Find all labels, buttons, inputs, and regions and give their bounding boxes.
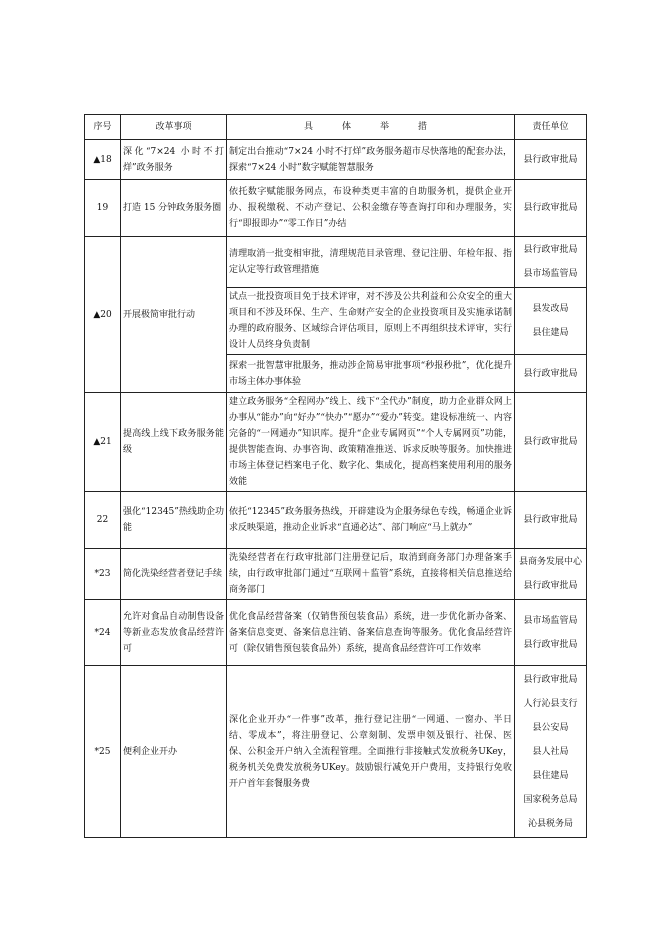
unit-name: 国家税务总局 <box>523 794 578 805</box>
unit-name: 县住建局 <box>532 770 569 781</box>
row-measure: 优化食品经营备案（仅销售预包装食品）系统，进一步优化新办备案、备案信息变更、备案信息注销、备案信息查询等服务。优化食品经营许可（除仅销售预包装食品外）系统，提高食品经营许可工作效率 <box>227 600 515 666</box>
unit-name: 县发改局 <box>532 304 569 314</box>
row-unit <box>515 666 587 838</box>
header-item: 改革事项 <box>121 115 227 140</box>
row-unit <box>515 180 587 237</box>
unit-name: 县住建局 <box>532 328 569 338</box>
row-unit <box>515 549 587 600</box>
row-item: 强化“12345”热线助企功能 <box>121 492 227 549</box>
table-header-row <box>85 115 587 140</box>
header-no: 序号 <box>85 115 121 140</box>
header-unit: 责任单位 <box>515 115 587 140</box>
row-measure: 建立政务服务“全程网办”线上、线下“全代办”制度，助力企业群众网上办事从“能办”向“好办”“快办”“愿办”“爱办”转变。建设标准统一、内容完备的“一网通办”知识库。提升“企业专属网页”“个人专属网页”功能，提供智能查询、办事咨询、政策精准推送、诉求反映等服务。加快推进市场主体登记档案电子化、数字化、集成化，提高档案使用利用的服务效能 <box>227 393 515 492</box>
row-no: ▲18 <box>85 140 121 180</box>
unit-name: 县人社局 <box>532 746 569 757</box>
row-measure: 试点一批投资项目免于技术评审，对不涉及公共利益和公众安全的重大项目和不涉及环保、生产、生命财产安全的企业投资项目及实施承诺制办理的政府服务、区域综合评估项目，原则上不再组织技术评审，实行设计人员终身负责制 <box>227 288 515 355</box>
row-measure: 探索一批智慧审批服务，推动涉企简易审批事项“秒报秒批”，优化提升市场主体办事体验 <box>227 355 515 393</box>
unit-name: 人行沁县支行 <box>523 698 578 709</box>
row-no: *24 <box>85 600 121 666</box>
row-unit <box>515 600 587 666</box>
row-no: ▲20 <box>85 237 121 393</box>
row-unit <box>515 355 587 393</box>
unit-name: 县行政审批局 <box>523 674 578 685</box>
row-measure: 洗染经营者在行政审批部门注册登记后，取消到商务部门办理备案手续，由行政审批部门通过“互联网＋监管”系统，直接将相关信息推送给商务部门 <box>227 549 515 600</box>
unit-name: 县市场监管局 <box>523 269 578 279</box>
unit-name: 县行政审批局 <box>523 368 578 379</box>
unit-name: 县行政审批局 <box>523 639 578 650</box>
unit-name: 县市场监管局 <box>523 615 578 626</box>
row-measure: 深化企业开办“一件事”改革，推行登记注册“一网通、一窗办、半日结、零成本”，将注册登记、公章刻制、发票申领及银行、社保、医保、公积金开户纳入全流程管理。全面推行非接触式发放税务UKey，税务机关免费发放税务UKey。鼓励银行减免开户费用，支持银行免收开户首年套餐服务费 <box>227 666 515 838</box>
row-no: ▲21 <box>85 393 121 492</box>
reform-measures-table <box>84 114 587 838</box>
row-item: 打造 15 分钟政务服务圈 <box>121 180 227 237</box>
unit-name: 县行政审批局 <box>523 203 578 213</box>
unit-name: 县行政审批局 <box>523 154 578 165</box>
unit-name: 县行政审批局 <box>523 437 578 447</box>
row-measure: 制定出台推动“7×24 小时不打烊”政务服务超市尽快落地的配套办法，探索“7×24 小时”数字赋能智慧服务 <box>227 140 515 180</box>
row-unit <box>515 140 587 180</box>
table-row <box>85 180 587 237</box>
row-unit <box>515 288 587 355</box>
row-no: 19 <box>85 180 121 237</box>
row-unit <box>515 492 587 549</box>
table-row <box>85 492 587 549</box>
row-no: 22 <box>85 492 121 549</box>
table-row <box>85 600 587 666</box>
unit-name: 县行政审批局 <box>523 245 578 255</box>
row-item: 允许对食品自动制售设备等新业态发放食品经营许可 <box>121 600 227 666</box>
header-measure: 具 体 举 措 <box>227 115 515 140</box>
row-unit <box>515 393 587 492</box>
unit-name: 县行政审批局 <box>523 515 578 525</box>
row-no: *25 <box>85 666 121 838</box>
row-item: 深化“7×24 小时不打烊”政务服务 <box>121 140 227 180</box>
row-item: 便利企业开办 <box>121 666 227 838</box>
row-item: 开展极简审批行动 <box>121 237 227 393</box>
unit-name: 县商务发展中心 <box>518 557 582 567</box>
table-row <box>85 666 587 838</box>
table-row <box>85 549 587 600</box>
row-measure: 依托数字赋能服务网点，布设种类更丰富的自助服务机，提供企业开办、报税缴税、不动产登记、公积金缴存等查询打印和办理服务，实行“即报即办”“零工作日”办结 <box>227 180 515 237</box>
row-unit <box>515 237 587 288</box>
table-row <box>85 237 587 288</box>
table-row <box>85 393 587 492</box>
unit-name: 县行政审批局 <box>523 581 578 591</box>
row-item: 简化洗染经营者登记手续 <box>121 549 227 600</box>
row-measure: 依托“12345”政务服务热线，开辟建设为企服务绿色专线，畅通企业诉求反映渠道，推动企业诉求“直通必达”、部门响应“马上就办” <box>227 492 515 549</box>
row-no: *23 <box>85 549 121 600</box>
row-measure: 清理取消一批变相审批，清理规范目录管理、登记注册、年检年报、指定认定等行政管理措施 <box>227 237 515 288</box>
row-item: 提高线上线下政务服务能级 <box>121 393 227 492</box>
unit-name: 沁县税务局 <box>527 818 573 829</box>
unit-name: 县公安局 <box>532 722 569 733</box>
table-row <box>85 140 587 180</box>
